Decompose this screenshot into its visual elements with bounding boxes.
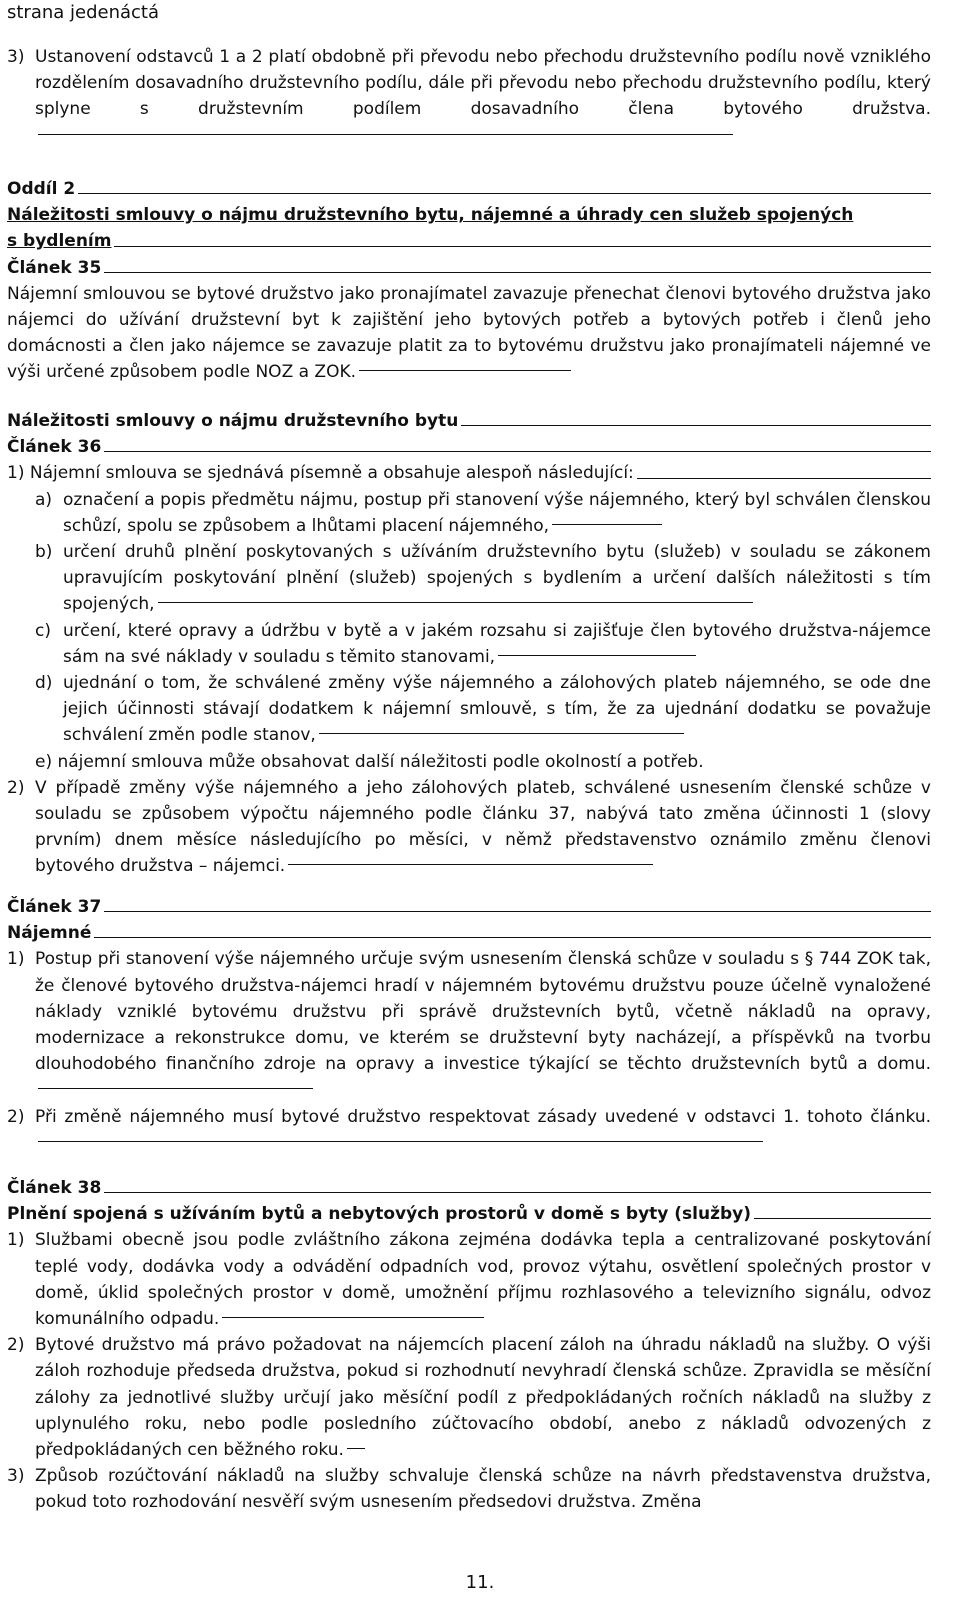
article-36-p2: 2) V případě změny výše nájemného a jeho zálohových plateb, schválené usnesením členské schůze v souladu se způsobem výpočtu nájemného podle článku 37, nabývá tato změna účinnosti 1 (slovy prvním) dnem měsíce následujícího po měsíci, v němž představenstvo oznámilo změnu členovi bytového družstva – nájemci.: [7, 777, 931, 877]
filler-line: [222, 1317, 484, 1318]
article-37-p1: 1) Postup při stanovení výše nájemného určuje svým usnesením členská schůze v souladu s § 744 ZOK tak, že členové bytového družstva-nájemci hradí v nájemném bytovému družstvu pouze účelně vynaložené náklady vzniklé bytovému družstvu při správě družstevních bytů, včetně nákladů na opravy, modernizace a rekonstrukce domu, ve kterém se družstevní byty nacházejí, a příspěvků na tvorbu dlouhodobého finančního zdroje na opravy a investice týkající se těchto družstevních bytů a domu.: [7, 946, 931, 1103]
filler-line: [754, 1218, 931, 1219]
section-heading-cont: s bydlením: [7, 231, 112, 252]
filler-line: [552, 524, 662, 525]
list-item: c) určení, které opravy a údržbu v bytě a v jakém rozsahu si zajišťuje člen bytového družstva-nájemce sám na své náklady v souladu s těmito stanovami,: [35, 620, 931, 667]
filler-line: [94, 937, 931, 938]
filler-line: [78, 193, 931, 194]
article-36: [7, 408, 931, 880]
filler-line: [498, 655, 696, 656]
paragraph-text: Ustanovení odstavců 1 a 2 platí obdobně při převodu nebo přechodu družstevního podílu nově vzniklého rozdělením dosavadního družstevního podílu, dále při převodu nebo přechodu družstevního podílu, který splyne s družstevním podílem dosavadního člena bytového družstva.: [35, 47, 931, 120]
filler-line: [461, 425, 931, 426]
article-35-title: Článek 35: [7, 257, 102, 278]
article-36-heading: Náležitosti smlouvy o nájmu družstevního bytu: [7, 411, 459, 431]
article-38: [7, 1175, 931, 1516]
filler-line: [359, 370, 571, 371]
filler-line: [347, 1448, 365, 1449]
filler-line: [158, 602, 753, 603]
article-36-title: Článek 36: [7, 437, 102, 458]
filler-line: [637, 478, 931, 479]
filler-line: [114, 246, 931, 247]
intro-paragraph: [7, 44, 931, 149]
filler-line: [104, 1192, 931, 1193]
filler-line: [319, 733, 684, 734]
list-item: e) nájemní smlouva může obsahovat další náležitosti podle okolností a potřeb.: [35, 751, 704, 772]
paragraph-number: 3): [7, 47, 25, 67]
article-37-title: Článek 37: [7, 897, 102, 917]
section-block: [7, 176, 931, 386]
article-37-heading: Nájemné: [7, 923, 92, 944]
section-title: Oddíl 2: [7, 179, 76, 199]
list-item: d) ujednání o tom, že schválené změny výše nájemného a zálohových plateb nájemného, se ode dne jejich účinnosti stávají dodatkem k nájemní smlouvě, s tím, že za ujednání dodatku se považuje schválení změn podle stanov,: [35, 673, 931, 746]
filler-line: [38, 134, 733, 135]
article-35-text: Nájemní smlouvou se bytové družstvo jako pronajímatel zavazuje přenechat členovi bytového družstva jako nájemci do užívání družstevní byt k zajištění jeho bytových potřeb a bytových potřeb i členů jeho domácnosti a člen jako nájemce se zavazuje platit za to bytovému družstvu jako pronajímateli nájemné ve výši určené způsobem podle NOZ a ZOK.: [7, 283, 931, 383]
article-37: [7, 894, 931, 1156]
filler-line: [104, 272, 931, 273]
article-36-p1: 1) Nájemní smlouva se sjednává písemně a obsahuje alespoň následující:: [7, 463, 634, 484]
filler-line: [38, 1088, 313, 1089]
filler-line: [104, 451, 931, 452]
list-item: a) označení a popis předmětu nájmu, postup při stanovení výše nájemného, který byl schválen členskou schůzí, spolu se způsobem a lhůtami placení nájemného,: [35, 489, 931, 536]
page-label: strana jedenáctá: [7, 2, 160, 23]
article-37-p2: 2) Při změně nájemného musí bytové družstvo respektovat zásady uvedené v odstavci 1. tohoto článku.: [7, 1104, 931, 1156]
section-heading: Náležitosti smlouvy o nájmu družstevního bytu, nájemné a úhrady cen služeb spojených: [7, 205, 854, 226]
article-38-p2: 2) Bytové družstvo má právo požadovat na nájemcích placení záloh na úhradu nákladů na služby. O výši záloh rozhoduje předseda družstva, pokud si rozhodnutí nevyhradí členská schůze. Zpravidla se měsíční zálohy za jednotlivé služby určují jako měsíční podíl z předpokládaných ročních nákladů na služby z uplynulého roku, nebo podle posledního zúčtovacího období, anebo z nákladů odvozených z předpokládaných cen běžného roku.: [7, 1335, 931, 1461]
filler-line: [38, 1141, 763, 1142]
list-item: b) určení druhů plnění poskytovaných s užíváním družstevního bytu (služeb) v souladu se zákonem upravujícím poskytování plnění (služeb) spojených s bydlením a určení dalších náležitosti s tím spojených,: [35, 542, 931, 615]
article-38-p1: 1) Službami obecně jsou podle zvláštního zákona zejména dodávka tepla a centralizované poskytování teplé vody, dodávka vody a odvádění odpadních vod, provoz výtahu, osvětlení společných prostor v domě, úklid společných prostor v domě, umožnění příjmu rozhlasového a televizního signálu, odvoz komunálního odpadu.: [7, 1230, 931, 1330]
page-number: 11.: [465, 1572, 495, 1593]
filler-line: [104, 911, 931, 912]
article-38-heading: Plnění spojená s užíváním bytů a nebytových prostorů v domě s byty (služby): [7, 1204, 752, 1225]
article-38-p3: 3) Způsob rozúčtování nákladů na služby schvaluje členská schůze na návrh představenstva družstva, pokud toto rozhodování nesvěří svým usnesením předsedovi družstva. Změna: [7, 1466, 931, 1513]
filler-line: [288, 864, 653, 865]
article-38-title: Článek 38: [7, 1178, 102, 1198]
